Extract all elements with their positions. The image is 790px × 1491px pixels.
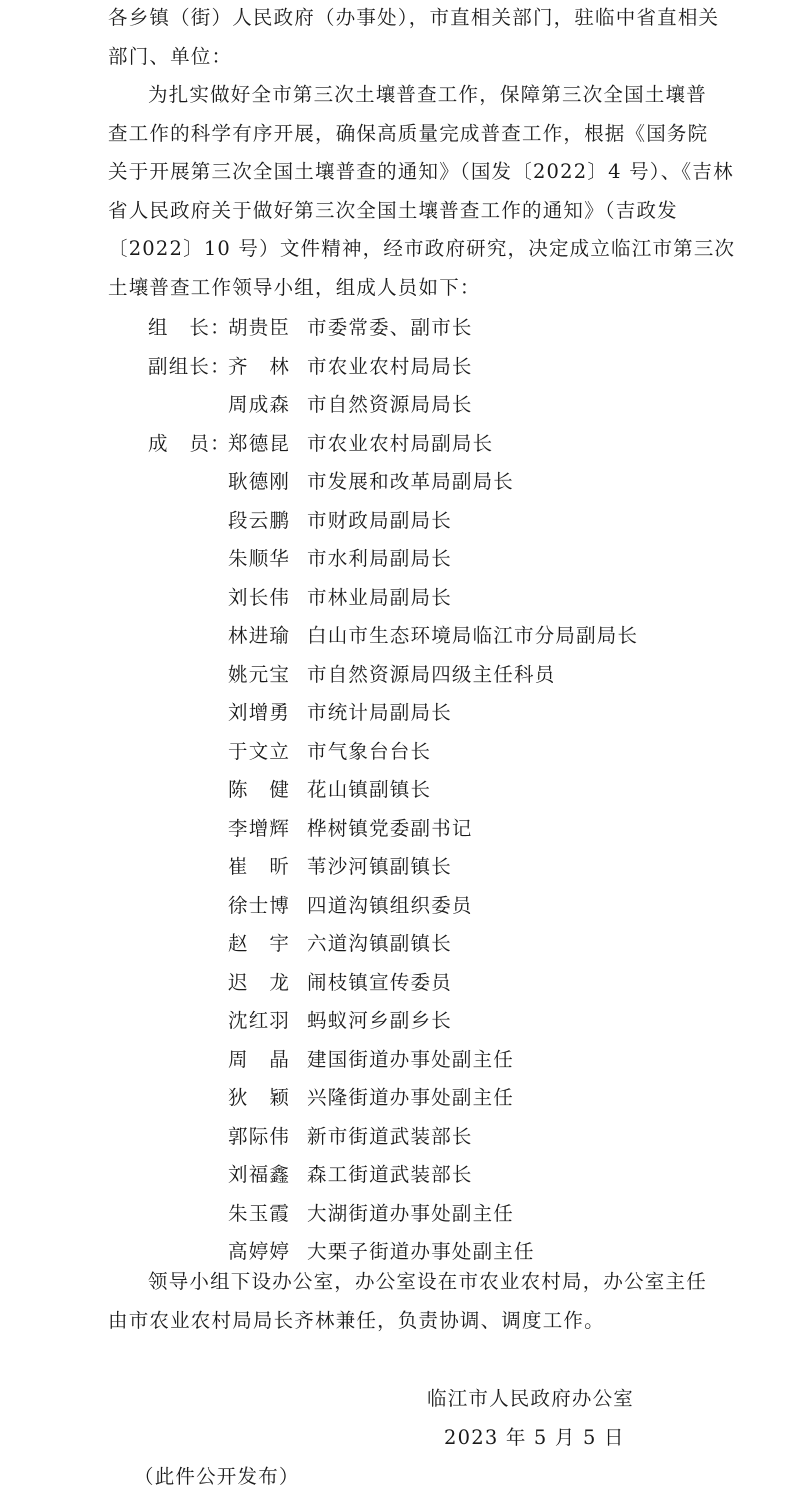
office-paragraph (108, 1263, 707, 1340)
member-title: 建国街道办事处副主任 (307, 1047, 515, 1071)
member-title: 兴隆街道办事处副主任 (307, 1086, 515, 1109)
member-title: 市财政局副局长 (307, 508, 452, 532)
roster-row (0, 768, 790, 807)
member-name: 朱顺华 (228, 547, 291, 570)
member-name: 迟 龙 (228, 970, 291, 994)
roster-row (0, 1038, 790, 1077)
member-name: 耿德刚 (228, 470, 291, 493)
body-line: 〔2022〕10 号）文件精神，经市政府研究，决定成立临江市第三次 (108, 237, 736, 260)
member-title: 大栗子街道办事处副主任 (307, 1240, 535, 1263)
member-name: 朱玉霞 (228, 1201, 291, 1225)
roster-row (0, 922, 790, 961)
member-name: 狄 颖 (228, 1086, 291, 1109)
member-title: 市农业农村局副局长 (307, 431, 494, 455)
member-name: 高婷婷 (228, 1240, 291, 1263)
roster-row (0, 653, 790, 692)
office-line: 领导小组下设办公室，办公室设在市农业农村局，办公室主任 (148, 1270, 707, 1293)
member-title: 市气象台台长 (307, 739, 432, 763)
member-title: 森工街道武装部长 (307, 1163, 473, 1186)
member-name: 陈 健 (228, 778, 291, 801)
member-title: 市林业局副局长 (307, 585, 452, 609)
member-title: 大湖街道办事处副主任 (307, 1201, 515, 1225)
roster-row (0, 1115, 790, 1154)
member-title: 六道沟镇副镇长 (307, 932, 452, 955)
salutation-line: 各乡镇（街）人民政府（办事处），市直相关部门，驻临中省直相关 (108, 6, 720, 29)
member-role: 成 员： (148, 431, 231, 455)
roster-row (0, 884, 790, 923)
roster-row (0, 999, 790, 1038)
roster-row (0, 845, 790, 884)
member-name: 沈红羽 (228, 1009, 291, 1032)
member-title: 市自然资源局四级主任科员 (307, 662, 556, 686)
salutation (108, 0, 720, 76)
roster-row (0, 1076, 790, 1115)
body-paragraph (108, 76, 736, 307)
body-line: 为扎实做好全市第三次土壤普查工作，保障第三次全国土壤普 (148, 83, 707, 106)
member-title: 市发展和改革局副局长 (307, 470, 515, 493)
member-title: 市水利局副局长 (307, 547, 452, 570)
roster-row (0, 345, 790, 384)
member-role: 副组长： (148, 354, 231, 378)
member-name: 刘福鑫 (228, 1163, 291, 1186)
salutation-line: 部门、单位： (108, 44, 233, 68)
member-title: 桦树镇党委副书记 (307, 816, 473, 840)
member-title: 蚂蚁河乡副乡长 (307, 1009, 452, 1032)
roster-row (0, 730, 790, 769)
member-title: 白山市生态环境局临江市分局副局长 (307, 624, 639, 647)
member-title: 市委常委、副市长 (307, 316, 473, 339)
roster-row (0, 499, 790, 538)
roster-row (0, 691, 790, 730)
member-name: 林进瑜 (228, 624, 291, 647)
roster-row (0, 460, 790, 499)
member-name: 姚元宝 (228, 662, 291, 686)
body-line: 关于开展第三次全国土壤普查的通知》（国发〔2022〕4 号）、《吉林 (108, 160, 734, 183)
office-line: 由市农业农村局局长齐林兼任，负责协调、调度工作。 (108, 1308, 605, 1332)
member-name: 崔 昕 (228, 855, 291, 878)
member-name: 徐士博 (228, 893, 291, 917)
member-title: 市统计局副局长 (307, 701, 452, 724)
member-name: 刘长伟 (228, 585, 291, 609)
roster-row (0, 306, 790, 345)
member-title: 花山镇副镇长 (307, 778, 432, 801)
member-name: 胡贵臣 (228, 316, 291, 339)
member-title: 新市街道武装部长 (307, 1124, 473, 1148)
member-name: 段云鹏 (228, 508, 291, 532)
member-name: 周 晶 (228, 1047, 291, 1071)
roster-row (0, 1192, 790, 1231)
member-roster (0, 306, 790, 1269)
body-line: 查工作的科学有序开展，确保高质量完成普查工作，根据《国务院 (108, 121, 709, 145)
member-name: 齐 林 (228, 354, 291, 378)
member-title: 苇沙河镇副镇长 (307, 855, 452, 878)
member-name: 郑德昆 (228, 431, 291, 455)
roster-row (0, 537, 790, 576)
body-line: 土壤普查工作领导小组，组成人员如下： (108, 275, 481, 299)
member-name: 李增辉 (228, 816, 291, 840)
member-name: 赵 宇 (228, 932, 291, 955)
roster-row (0, 1153, 790, 1192)
publication-note: （此件公开发布） (134, 1465, 300, 1488)
roster-row (0, 422, 790, 461)
member-title: 市自然资源局局长 (307, 393, 473, 416)
body-line: 省人民政府关于做好第三次全国土壤普查工作的通知》（吉政发 (108, 198, 678, 222)
member-name: 郭际伟 (228, 1124, 291, 1148)
roster-row (0, 807, 790, 846)
issuer-name: 临江市人民政府办公室 (427, 1387, 635, 1410)
member-role: 组 长： (148, 316, 231, 339)
member-title: 四道沟镇组织委员 (307, 893, 473, 917)
member-name: 于文立 (228, 739, 291, 763)
roster-row (0, 383, 790, 422)
roster-row (0, 614, 790, 653)
member-title: 市农业农村局局长 (307, 354, 473, 378)
roster-row (0, 961, 790, 1000)
member-name: 周成森 (228, 393, 291, 416)
issue-date: 2023 年 5 月 5 日 (444, 1426, 625, 1449)
roster-row (0, 576, 790, 615)
member-name: 刘增勇 (228, 701, 291, 724)
member-title: 闹枝镇宣传委员 (307, 970, 452, 994)
